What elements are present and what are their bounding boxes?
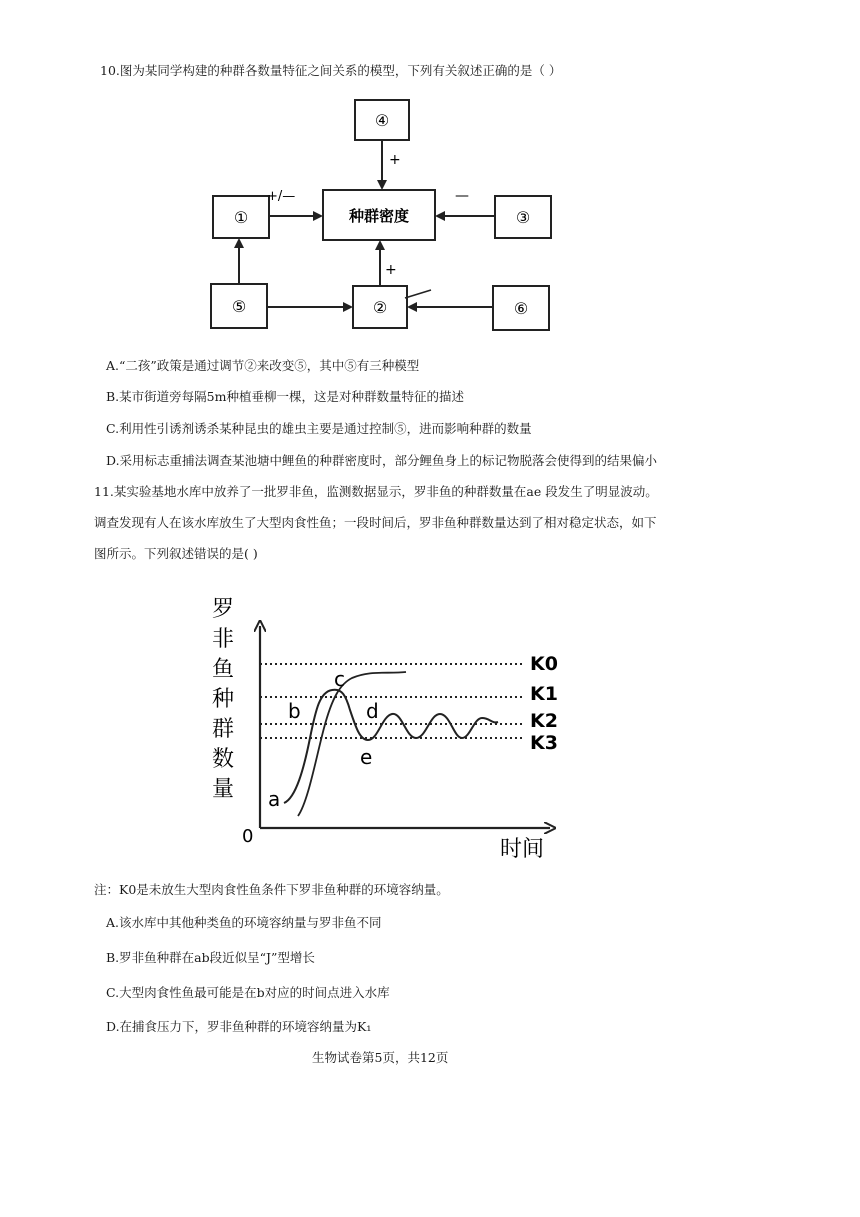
y-label-char: 鱼 <box>212 657 235 682</box>
y-label-char: 群 <box>212 717 235 742</box>
q11-note: 注：K0是未放生大型肉食性鱼条件下罗非鱼种群的环境容纳量。 <box>94 882 449 897</box>
q10-model-diagram <box>205 92 595 337</box>
y-axis-label <box>212 597 234 802</box>
box-4-label: ④ <box>374 111 390 130</box>
y-label-char: 数 <box>212 747 235 772</box>
box-6-label: ⑥ <box>513 299 529 318</box>
q10-option-c: C.利用性引诱剂诱杀某种昆虫的雄虫主要是通过控制⑤，进而影响种群的数量 <box>106 421 532 436</box>
plus-bottom-label: + <box>385 262 397 278</box>
plus-top-label: + <box>389 152 401 168</box>
y-label-char: 非 <box>212 627 235 652</box>
q10-option-d: D.采用标志重捕法调查某池塘中鲤鱼的种群密度时，部分鲤鱼身上的标记物脱落会使得到的结果偏小 <box>106 453 658 468</box>
q10-stem: 10.图为某同学构建的种群各数量特征之间关系的模型，下列有关叙述正确的是（ ） <box>100 63 562 78</box>
origin-label: 0 <box>242 826 254 847</box>
q11-stem-line3: 图所示。下列叙述错误的是( ) <box>94 546 258 561</box>
q11-option-c: C.大型肉食性鱼最可能是在b对应的时间点进入水库 <box>106 985 390 1000</box>
k1-label: K1 <box>530 683 558 705</box>
q11-population-chart <box>200 588 570 868</box>
page-footer: 生物试卷第5页，共12页 <box>312 1050 449 1065</box>
population-curve <box>284 690 498 803</box>
point-c-label: c <box>334 667 345 691</box>
minus-right-label: — <box>455 188 469 204</box>
population-density-label: 种群密度 <box>348 207 410 225</box>
pen-mark <box>405 290 431 298</box>
x-axis-label: 时间 <box>500 837 545 862</box>
k2-label: K2 <box>530 710 558 732</box>
point-b-label: b <box>288 699 301 723</box>
q11-option-d: D.在捕食压力下，罗非鱼种群的环境容纳量为K₁ <box>106 1019 372 1034</box>
q10-option-a: A.“二孩”政策是通过调节②来改变⑤，其中⑤有三种模型 <box>106 358 420 373</box>
point-d-label: d <box>366 699 379 723</box>
y-label-char: 罗 <box>212 597 235 622</box>
q11-stem-line2: 调查发现有人在该水库放生了大型肉食性鱼；一段时间后，罗非鱼种群数量达到了相对稳定状态，如下 <box>94 515 657 530</box>
q11-option-b: B.罗非鱼种群在ab段近似呈“J”型增长 <box>106 950 315 965</box>
q11-stem-line1: 11.某实验基地水库中放养了一批罗非鱼，监测数据显示，罗非鱼的种群数量在ae 段发生了明显波动。 <box>94 484 658 499</box>
plus-minus-left-label: +/— <box>267 189 296 204</box>
box-5-label: ⑤ <box>231 297 247 316</box>
k0-label: K0 <box>530 653 558 675</box>
point-e-label: e <box>360 745 373 769</box>
y-label-char: 种 <box>212 687 235 712</box>
box-1-label: ① <box>233 208 249 227</box>
point-a-label: a <box>268 787 281 811</box>
box-3-label: ③ <box>515 208 531 227</box>
box-2-label: ② <box>372 298 388 317</box>
k0-growth-curve <box>298 672 406 816</box>
q10-option-b: B.某市街道旁每隔5m种植垂柳一棵，这是对种群数量特征的描述 <box>106 389 464 404</box>
y-label-char: 量 <box>212 777 235 802</box>
k3-label: K3 <box>530 732 558 754</box>
q11-option-a: A.该水库中其他种类鱼的环境容纳量与罗非鱼不同 <box>106 915 382 930</box>
